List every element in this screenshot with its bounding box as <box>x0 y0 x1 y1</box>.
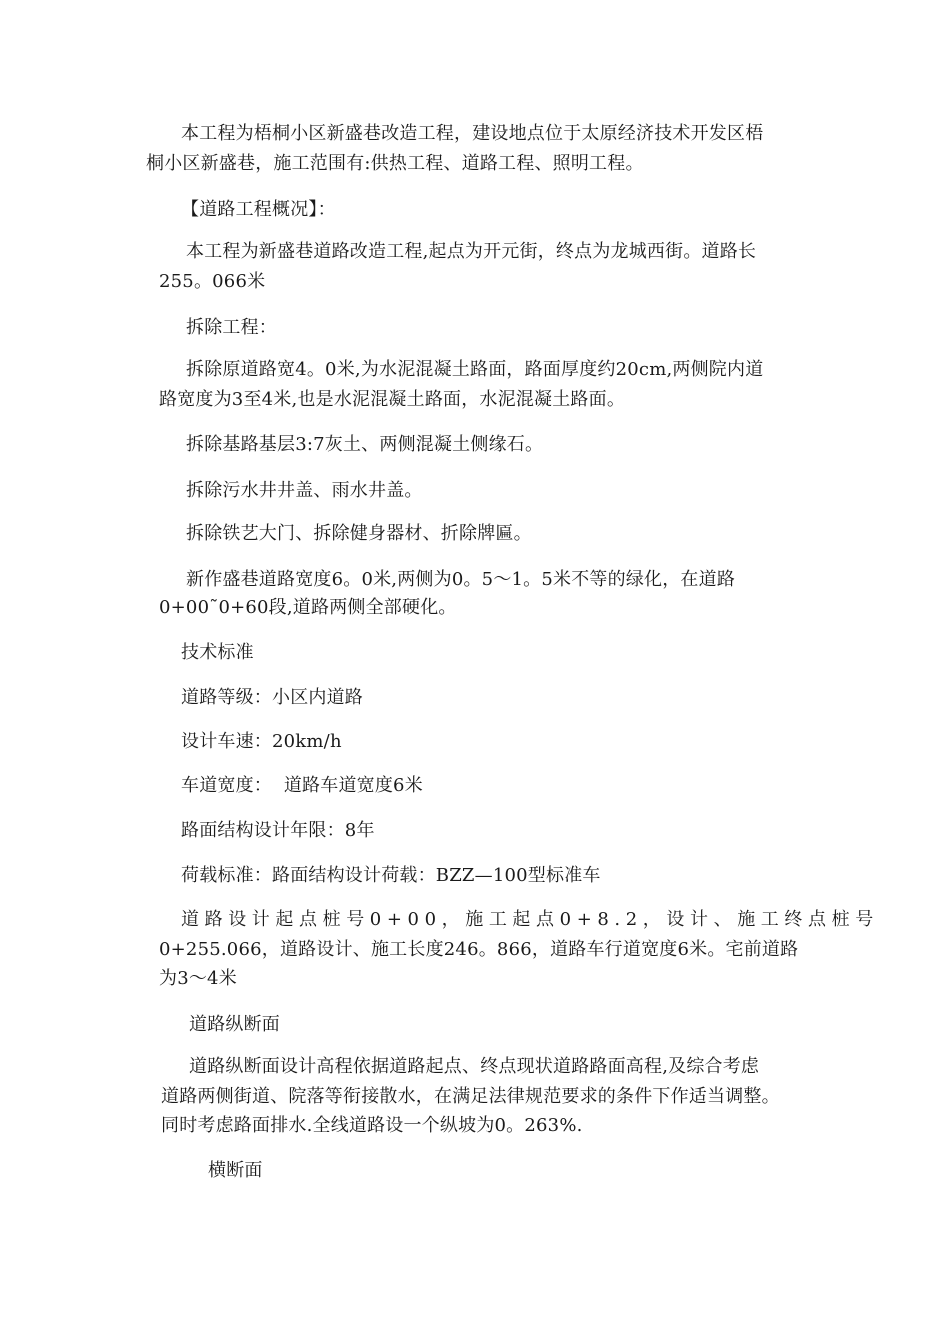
paragraph-longitudinal-line-3: 同时考虑路面排水.全线道路设一个纵坡为0。263%. <box>161 1115 583 1136</box>
paragraph-demolition-line-1: 拆除原道路宽4。0米,为水泥混凝土路面，路面厚度约20cm,两侧院内道 <box>186 359 764 380</box>
standard-load: 荷载标准：路面结构设计荷载：BZZ—100型标准车 <box>181 865 601 886</box>
standard-road-grade: 道路等级：小区内道路 <box>181 687 363 708</box>
standard-design-speed: 设计车速：20km/h <box>181 731 342 752</box>
paragraph-demolish-base: 拆除基路基层3:7灰土、两侧混凝土侧缘石。 <box>186 434 544 455</box>
paragraph-road-line-2: 255。066米 <box>159 271 266 292</box>
paragraph-longitudinal-line-2: 道路两侧街道、院落等衔接散水，在满足法律规范要求的条件下作适当调整。 <box>161 1086 780 1107</box>
paragraph-demolition-line-2: 路宽度为3至4米,也是水泥混凝土路面，水泥混凝土路面。 <box>159 389 626 410</box>
paragraph-stake-line-1-text: 道路设计起点桩号0+00，施工起点0+8.2，设计、施工终点桩号 <box>181 909 879 930</box>
paragraph-stake-line-1 <box>181 906 879 934</box>
standard-lane-width: 车道宽度： 道路车道宽度6米 <box>181 775 423 796</box>
paragraph-stake-line-2: 0+255.066，道路设计、施工长度246。866，道路车行道宽度6米。宅前道路 <box>159 939 799 960</box>
paragraph-project-line-2: 桐小区新盛巷，施工范围有:供热工程、道路工程、照明工程。 <box>146 153 644 174</box>
heading-road-overview: 【道路工程概况】： <box>181 199 336 220</box>
paragraph-demolish-covers: 拆除污水井井盖、雨水井盖。 <box>186 480 423 501</box>
paragraph-stake-line-3: 为3～4米 <box>159 968 237 989</box>
heading-technical-standards: 技术标准 <box>181 642 254 663</box>
heading-demolition: 拆除工程： <box>186 317 277 338</box>
paragraph-demolish-gate: 拆除铁艺大门、拆除健身器材、折除牌匾。 <box>186 523 532 544</box>
paragraph-new-road-line-1: 新作盛巷道路宽度6。0米,两侧为0。5～1。5米不等的绿化，在道路 <box>186 569 736 590</box>
paragraph-longitudinal-line-1: 道路纵断面设计高程依据道路起点、终点现状道路路面高程,及综合考虑 <box>189 1056 760 1077</box>
paragraph-project-line-1: 本工程为梧桐小区新盛巷改造工程，建设地点位于太原经济技术开发区梧 <box>181 123 764 144</box>
heading-longitudinal-section: 道路纵断面 <box>189 1014 280 1035</box>
paragraph-new-road-line-2: 0+00˜0+60段,道路两侧全部硬化。 <box>159 597 457 618</box>
standard-design-life: 路面结构设计年限：8年 <box>181 820 375 841</box>
paragraph-road-line-1: 本工程为新盛巷道路改造工程,起点为开元街，终点为龙城西街。道路长 <box>186 241 757 262</box>
heading-cross-section: 横断面 <box>208 1160 263 1181</box>
